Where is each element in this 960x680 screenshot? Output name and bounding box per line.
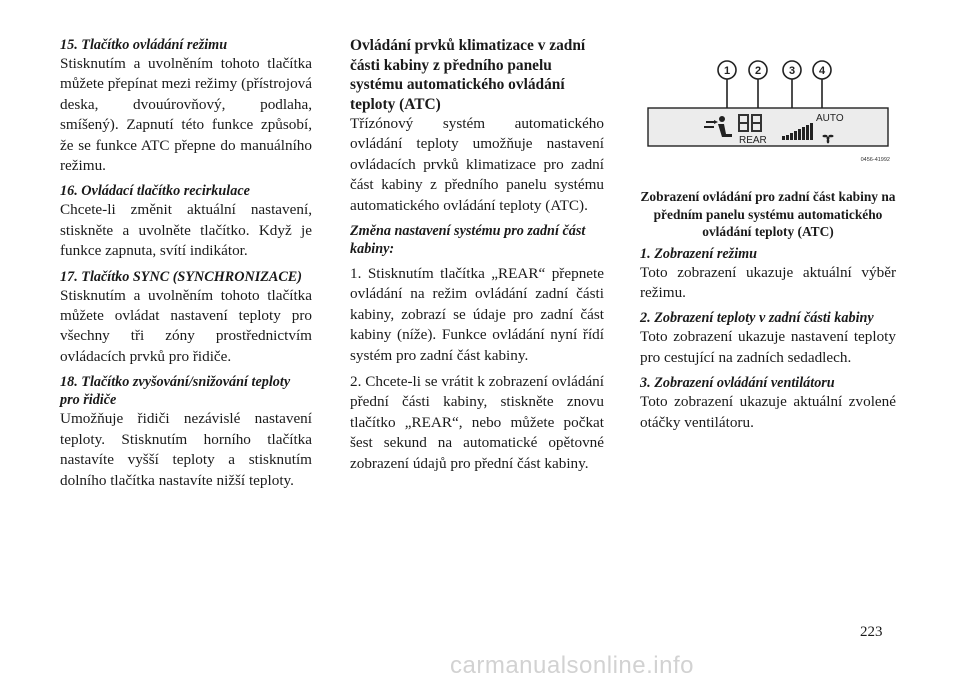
callout-3: 3 <box>788 65 796 77</box>
section-15-text: Stisknutím a uvolněním tohoto tlačítka můžete přepínat mezi režimy (přístrojová deska, dvouúrovňový, podlaha, smíšený). Zapnutí této funkce způsobí, že se funkce ATC přepne do manuálního režimu. <box>60 55 312 175</box>
watermark: carmanualsonline.info <box>450 652 694 679</box>
auto-display-label: AUTO <box>816 113 844 124</box>
figure-caption: Zobrazení ovládání pro zadní část kabiny na předním panelu systému automatického ovládání teploty (ATC) <box>640 189 896 239</box>
section-18-text: Umožňuje řidiči nezávislé nastavení teploty. Stisknutím horního tlačítka nastavíte vyšší teploty a stisknutím dolního tlačítka nastavíte nižší teploty. <box>60 410 312 489</box>
item-2-heading: 2. Zobrazení teploty v zadní části kabiny <box>640 310 874 327</box>
item-1-text: Toto zobrazení ukazuje aktuální výběr režimu. <box>640 263 896 301</box>
figure-code: 0456-41992 <box>860 157 890 163</box>
section-17-text: Stisknutím a uvolněním tohoto tlačítka můžete ovládat nastavení teploty pro všechny tři zóny prostřednictvím ovládacích prvků pro řidiče. <box>60 286 312 365</box>
rear-display-figure <box>640 36 896 184</box>
item-3-text: Toto zobrazení ukazuje aktuální zvolené otáčky ventilátoru. <box>640 393 896 431</box>
callout-2: 2 <box>754 65 762 77</box>
rear-display-label: REAR <box>739 135 767 146</box>
item-2-text: Toto zobrazení ukazuje nastavení teploty pro cestující na zadních sedadlech. <box>640 328 896 366</box>
step-1-text: 1. Stisknutím tlačítka „REAR“ přepnete ovládání na režim ovládání zadní části kabiny, zobrazí se údaje pro zadní část kabiny (níže). Funkce ovládání nyní řídí systém pro zadní část kabiny. <box>350 265 604 364</box>
section-16-text: Chcete-li změnit aktuální nastavení, stiskněte a uvolněte tlačítko. Když je funkce zapnuta, svítí indikátor. <box>60 201 312 260</box>
callout-4: 4 <box>818 65 826 77</box>
step-2-text: 2. Chcete-li se vrátit k zobrazení ovládání přední části kabiny, stiskněte znovu tlačítko „REAR“, nebo můžete počkat šest sekund na automatické opětovné zobrazení údajů pro přední část kabiny. <box>350 373 604 472</box>
left-column <box>60 36 312 497</box>
item-3-heading: 3. Zobrazení ovládání ventilátoru <box>640 375 835 392</box>
rear-settings-subheading: Změna nastavení systému pro zadní část kabiny: <box>350 223 586 258</box>
section-16-heading: 16. Ovládací tlačítko recirkulace <box>60 183 250 200</box>
section-17-heading: 17. Tlačítko SYNC (SYNCHRONIZACE) <box>60 268 302 285</box>
item-1-heading: 1. Zobrazení režimu <box>640 245 758 262</box>
page-number: 223 <box>860 624 883 640</box>
rear-climate-title: Ovládání prvků klimatizace v zadní části kabiny z předního panelu systému automatického ovládání teploty (ATC) <box>350 37 586 113</box>
callout-1: 1 <box>723 65 731 77</box>
atc-display-illustration <box>640 36 896 184</box>
section-15-heading: 15. Tlačítko ovládání režimu <box>60 37 228 53</box>
section-18-heading: 18. Tlačítko zvyšování/snižování teploty pro řidiče <box>60 374 291 409</box>
rear-climate-intro: Třízónový systém automatického ovládání teploty umožňuje nastavení ovládacích prvků klimatizace pro zadní část kabiny z předního panelu systému automatického ovládání teploty (ATC). <box>350 115 604 214</box>
middle-column <box>350 36 604 480</box>
right-column <box>640 36 896 439</box>
